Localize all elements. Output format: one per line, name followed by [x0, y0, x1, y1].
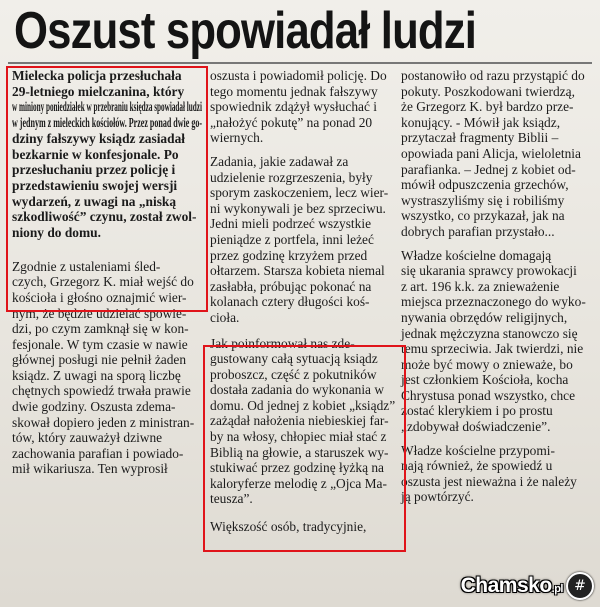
text-line: może być mowy o znieważe, bo [401, 356, 573, 372]
text-line: Większość osób, tradycyjnie, [210, 519, 367, 535]
text-line: tego momentu jednak fałszywy [210, 83, 378, 99]
text-line: opowiada pani Alicja, wieloletnia [401, 145, 581, 161]
text-line: proboszcz, część z pokutników [210, 366, 377, 382]
text-line: Zadania, jakie zadawał za [210, 153, 349, 169]
highlighted-paragraph [210, 336, 400, 508]
text-line: cioła. [210, 309, 240, 325]
text-line: przesłuchaniu przez policję i [12, 162, 176, 178]
text-line: wystraszyliśmy się i robiliśmy [401, 192, 565, 208]
text-line: przytaczał fragmenty Biblii – [401, 130, 559, 146]
text-line: nają również, że spowiedź u [401, 458, 553, 474]
watermark-logo [461, 571, 594, 601]
text-line: parafianka. – Jednej z kobiet od- [401, 161, 576, 177]
watermark-name: Chamsko [460, 574, 552, 597]
hashtag-icon: # [566, 572, 594, 600]
text-line: ni wykonywali je bez sprzeciwu. [210, 200, 386, 216]
text-line: konujący. - Mówił jak ksiądz, [401, 114, 561, 130]
text-line: zachowania parafian i powiado- [12, 445, 184, 461]
text-line: zasłabła, próbując pokonać na [210, 278, 372, 294]
text-line: Zgodnie z ustaleniami śled- [12, 258, 161, 274]
text-line: chętnych spowiedź trwała prawie [12, 383, 191, 399]
text-line: jednak mężczyzna stanowczo się [401, 325, 578, 341]
text-line: pieniądze z portfela, inni leżeć [210, 231, 374, 247]
text-line: kaloryferze melodię z „Ojca Ma- [210, 475, 387, 491]
text-line: Jedni mieli podrzeć wszystkie [210, 216, 372, 232]
text-line: kolanach cztery długości koś- [210, 294, 370, 310]
text-line: kościoła i głośno oznajmić wier- [12, 289, 187, 305]
text-line: nym, że będzie udzielać spowie- [12, 305, 187, 321]
text-line: Mielecka policja przesłuchała [12, 68, 182, 83]
text-line: Biblią na głowie, a staruszek wy- [210, 444, 389, 460]
text-line: skował dopiero jeden z ministran- [12, 414, 195, 430]
lead-paragraph [12, 68, 202, 241]
text-line: sporym zaskoczeniem, lecz wier- [210, 185, 389, 201]
text-line: Władze kościelne domagają [401, 247, 552, 263]
text-line: pokuty. Poszkodowani twierdzą, [401, 83, 575, 99]
column-3 [401, 68, 595, 505]
text-line: oszusta jest nieważna i że należy [401, 473, 577, 489]
text-line: by na włosy, chłopiec miał stać z [210, 429, 387, 445]
text-line: przez godzinę krzyżem przed [210, 247, 368, 263]
text-line: zażądał nałożenia niebieskiej far- [210, 413, 389, 429]
text-line: fesjonale. W tym czasie w nawie [12, 336, 188, 352]
text-line: ją powtórzyć. [401, 489, 474, 505]
text-line: „nałożyć pokutę” na ponad 20 [210, 114, 373, 130]
paragraph [401, 68, 595, 240]
headline-rule [8, 62, 592, 64]
text-line: jest członkiem Kościoła, kocha [401, 372, 569, 388]
text-line: gustowany całą sytuacją ksiądz [210, 351, 378, 367]
text-line: dwie godziny. Oszusta zdema- [12, 399, 176, 415]
text-line: Władze kościelne przypomi- [401, 442, 555, 458]
body-paragraph [12, 259, 202, 477]
text-line: domu. Od jednej z kobiet „ksiądz” [210, 397, 396, 413]
text-line: stukiwać przez godzinę łyżką na [210, 460, 384, 476]
paragraph [210, 154, 400, 326]
text-line: nywania obrzędów religijnych, [401, 309, 568, 325]
paragraph [401, 443, 595, 505]
text-line: mówił odpuszczenia grzechów, [401, 177, 569, 193]
text-line: temu sprzeciwia. Jak twierdzi, nie [401, 341, 584, 357]
text-line: miejsca przeznaczonego do wyko- [401, 294, 586, 310]
text-line: dziny fałszywy ksiądz zasiadał [12, 130, 185, 146]
text-line: ołtarzem. Starsza kobieta niemal [210, 263, 385, 279]
text-line: przedstawieniu swojej wersji [12, 177, 178, 193]
text-line: wszystko, co przykazał, jak na [401, 208, 565, 224]
text-line: dostała zadania do wykonania w [210, 382, 385, 398]
text-line: niony do domu. [12, 225, 101, 241]
text-line: „zdobywał doświadczenie”. [401, 419, 551, 435]
text-line: szkodliwość” czynu, został zwol- [12, 209, 197, 225]
column-1 [12, 68, 202, 477]
text-line: głównej posługi nie pełnił żaden [12, 352, 187, 368]
text-line: z art. 196 k.k. za znieważenie [401, 278, 560, 294]
paragraph [210, 519, 400, 535]
text-line: oszusta i powiadomił policję. Do [210, 68, 387, 83]
text-line: teusza”. [210, 491, 253, 507]
text-line: 29-letniego mielczanina, który [12, 83, 185, 99]
text-line: tów, który zauważył dziwne [12, 430, 163, 446]
text-line: mił wikariusza. Ten wyprosił [12, 461, 168, 477]
headline: Oszust spowiadał ludzi [14, 2, 477, 60]
text-line: w jednym z mieleckich kościołów. Przez ponad dwie go- [12, 115, 203, 131]
text-line: ksiądz. Z uwagi na sporą liczbę [12, 367, 181, 383]
text-line: dobrych parafian przystało... [401, 223, 555, 239]
text-line: Jak poinformował nas zde- [210, 335, 355, 351]
text-line: wiernych. [210, 130, 264, 146]
text-line: się ukarania sprawcy prowokacji [401, 263, 577, 279]
text-line: postanowiło od razu przystąpić do [401, 68, 585, 83]
watermark-suffix: .pl [551, 583, 563, 595]
text-line: czych, Grzegorz K. miał wejść do [12, 274, 194, 290]
text-line: dzi, po czym zamknął się w kon- [12, 321, 189, 337]
text-line: udzielenie rozgrzeszenia, były [210, 169, 373, 185]
column-2 [210, 68, 400, 535]
text-line: bezkarnie w konfesjonale. Po [12, 146, 179, 162]
text-line: że Grzegorz K. był bardzo prze- [401, 99, 574, 115]
text-line: Chrystusa ponad wszystko, chce [401, 387, 576, 403]
text-line: w miniony poniedziałek w przebraniu księdza spowiadał ludzi [12, 99, 202, 115]
text-line: wydarzeń, z uwagi na „niską [12, 193, 177, 209]
text-line: zostać klerykiem i po prostu [401, 403, 553, 419]
paragraph [401, 248, 595, 435]
paragraph [210, 68, 400, 146]
text-line: spowiednik zdążył wysłuchać i [210, 99, 377, 115]
